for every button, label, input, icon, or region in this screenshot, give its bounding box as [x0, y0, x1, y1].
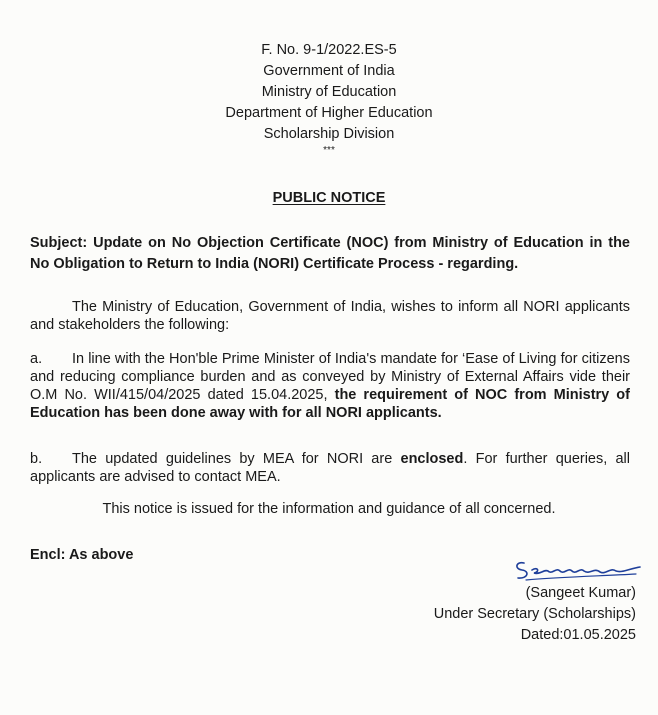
header-separator: ***: [323, 145, 335, 156]
ministry-name: Ministry of Education: [261, 84, 397, 100]
point-a-text: In line with the Hon'ble Prime Minister of India's mandate for ‘Ease of Living for citizens and reducing compliance burden and as conveyed by Ministry of External Affairs vide their O.M No. WII/415/04/2025 dated 15.04.2025,: [30, 351, 630, 403]
enclosure-note: Encl: As above: [30, 547, 134, 563]
file-number: F. No. 9-1/2022.ES-5: [261, 42, 397, 58]
point-b-text-before: The updated guidelines by MEA for NORI are: [72, 451, 393, 467]
point-a-paragraph: [30, 350, 630, 422]
notice-title: PUBLIC NOTICE: [272, 190, 386, 206]
point-b-text-after: . For further queries, all applicants are advised to contact MEA.: [30, 451, 630, 485]
closing-paragraph: This notice is issued for the information and guidance of all concerned.: [102, 501, 556, 517]
handwritten-signature: [510, 555, 645, 585]
point-a-bold-text: the requirement of NOC from Ministry of Education has been done away with for all NORI applicants.: [30, 387, 630, 421]
signatory-name: (Sangeet Kumar): [525, 585, 636, 601]
document-header: [0, 40, 658, 157]
signature-date: Dated:01.05.2025: [520, 627, 636, 643]
government-name: Government of India: [263, 63, 395, 79]
division-name: Scholarship Division: [263, 126, 395, 142]
signatory-designation: Under Secretary (Scholarships): [433, 606, 636, 622]
subject-line: Subject: Update on No Objection Certificate (NOC) from Ministry of Education in the No Obligation to Return to India (NORI) Certificate Process - regarding.: [30, 235, 630, 272]
signatory-block: [434, 583, 636, 646]
point-a-marker: a.: [30, 351, 43, 367]
point-b-paragraph: [30, 450, 630, 486]
point-b-marker: b.: [30, 451, 43, 467]
point-b-bold-word: enclosed: [400, 451, 464, 467]
department-name: Department of Higher Education: [225, 105, 433, 121]
intro-paragraph: The Ministry of Education, Government of India, wishes to inform all NORI applicants and stakeholders the following:: [30, 299, 630, 333]
